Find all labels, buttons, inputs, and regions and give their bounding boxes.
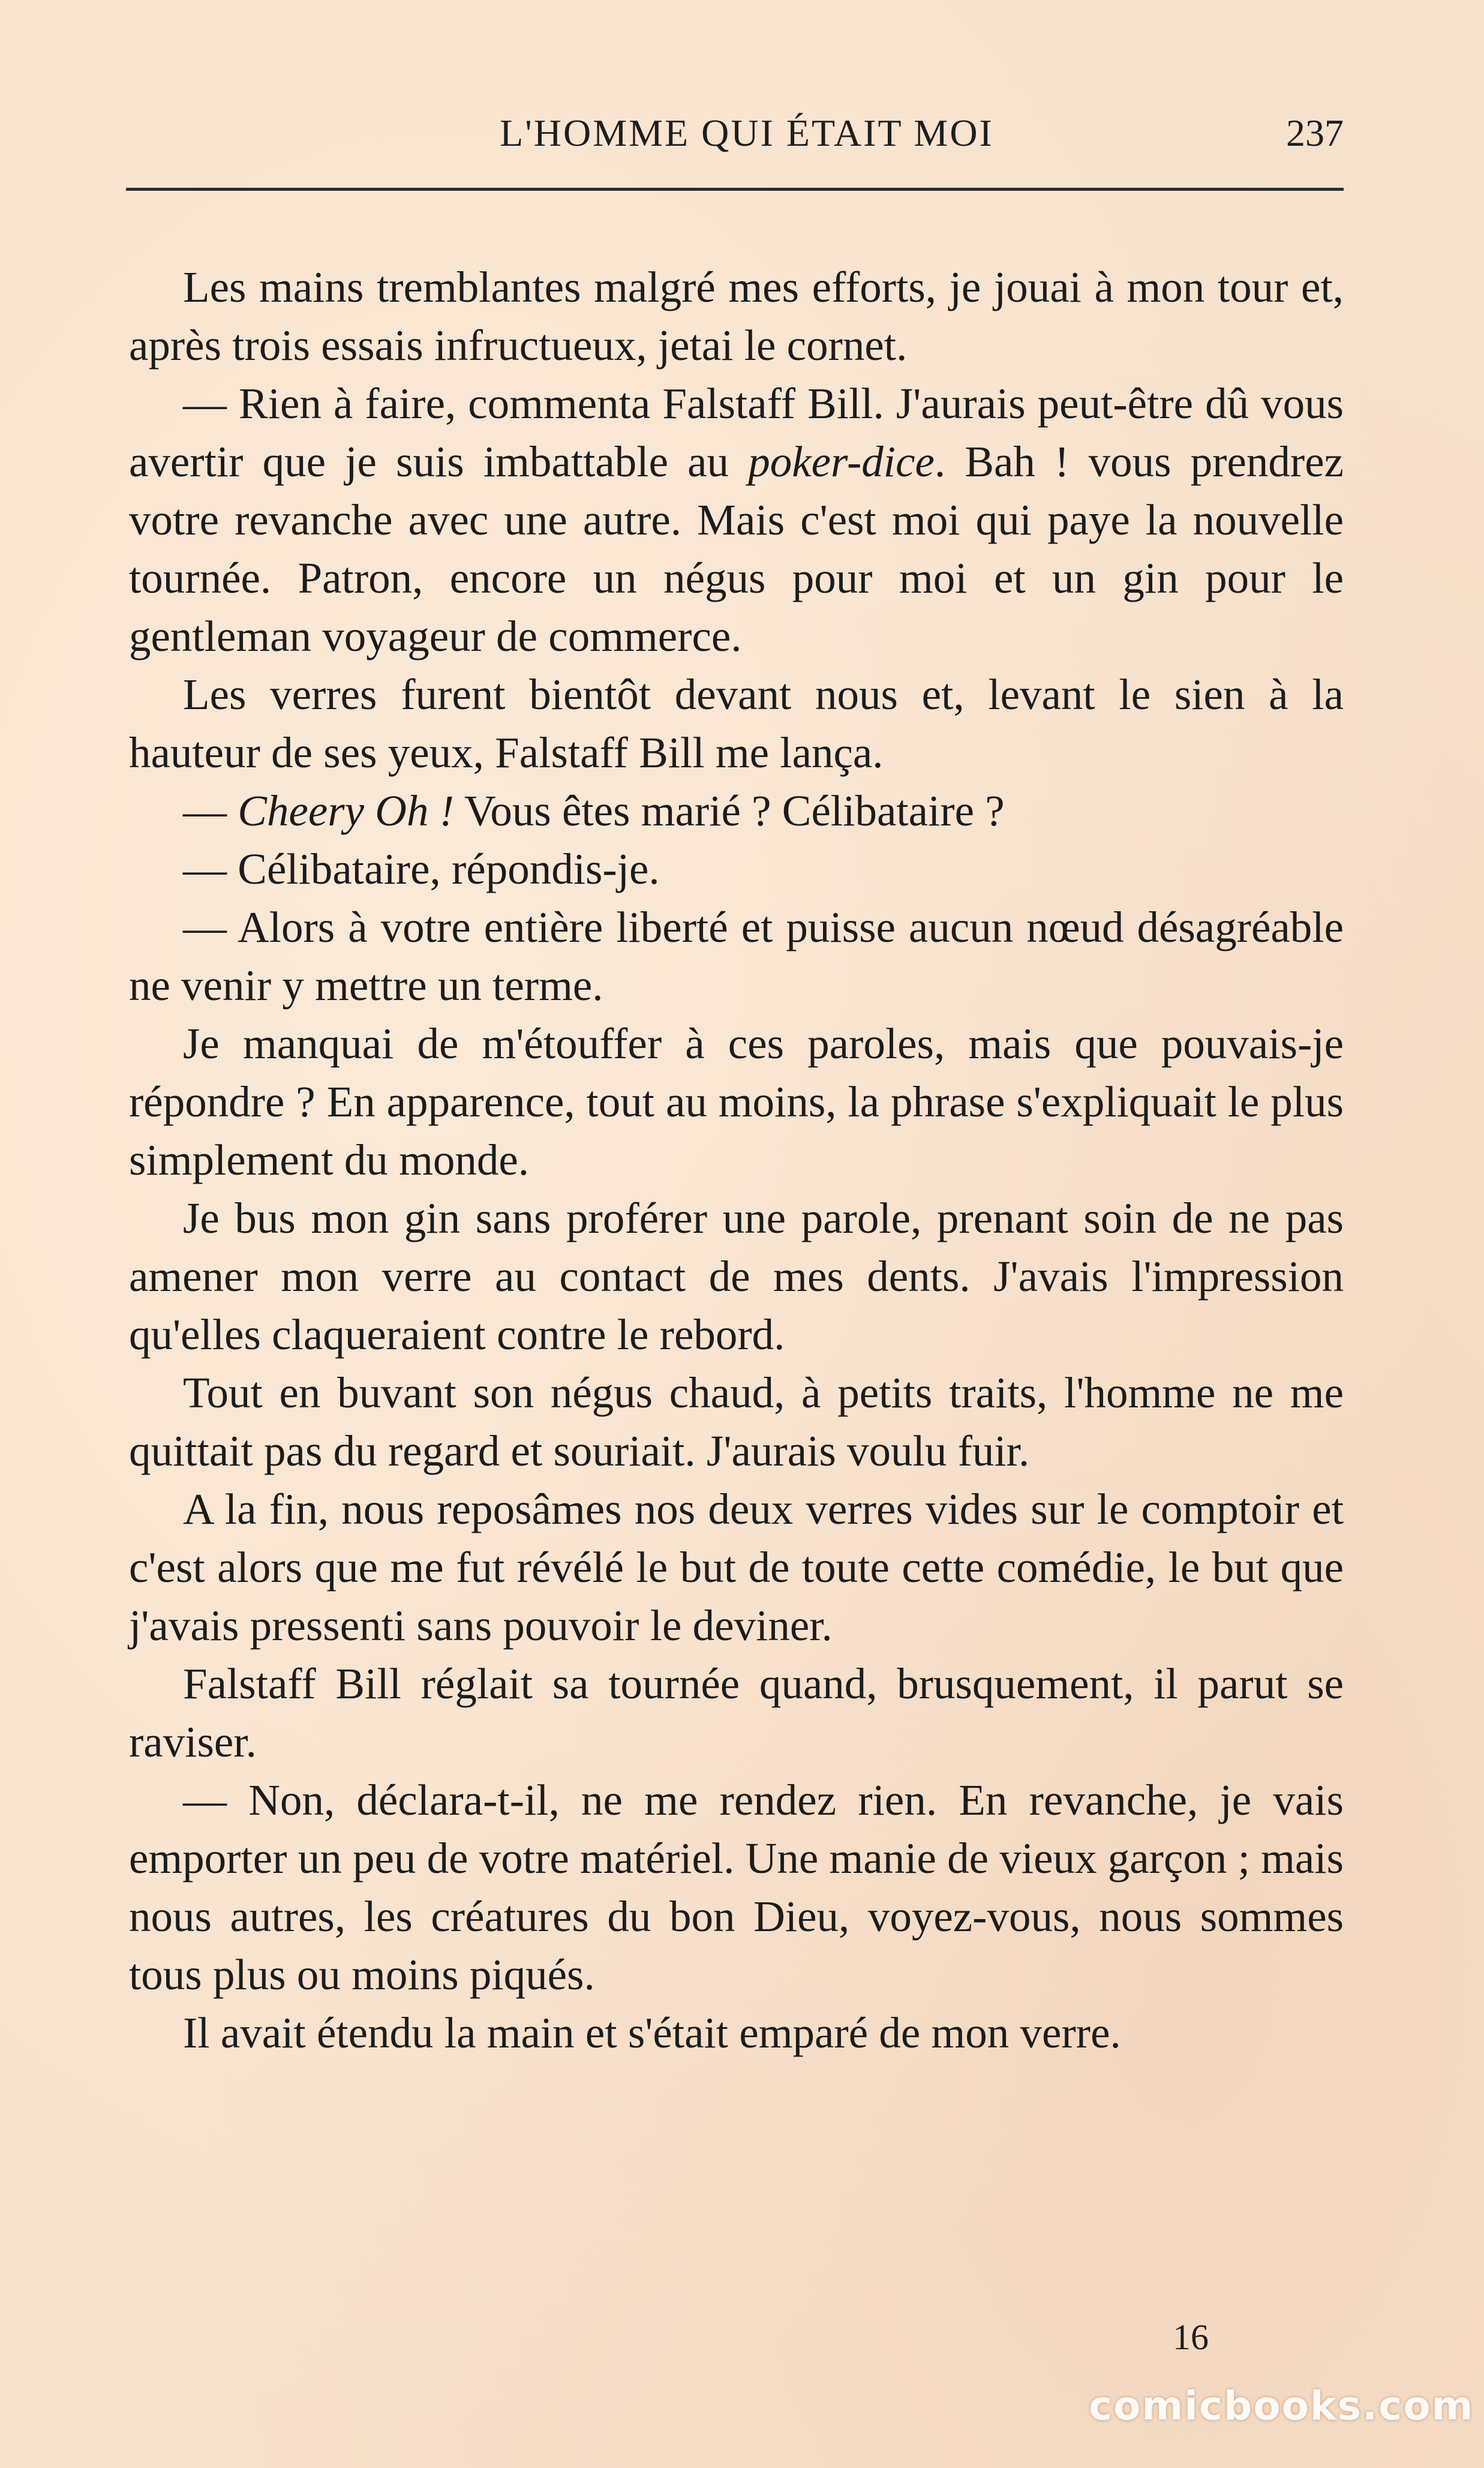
paragraph: Falstaff Bill réglait sa tournée quand, brusquement, il parut se raviser. xyxy=(129,1659,1344,1766)
italic-phrase: poker-dice xyxy=(748,437,935,486)
paragraph: Je bus mon gin sans proférer une parole, prenant soin de ne pas amener mon verre au contact de mes dents. J'avais l'impression qu'elles claqueraient contre le rebord. xyxy=(129,1194,1344,1359)
italic-phrase: Cheery Oh ! xyxy=(238,786,455,835)
paragraph: — Célibataire, répondis-je. xyxy=(183,845,660,893)
paragraph: Les verres furent bientôt devant nous et, levant le sien à la hauteur de ses yeux, Falstaff Bill me lança. xyxy=(129,670,1344,777)
paragraph: Il avait étendu la main et s'était emparé de mon verre. xyxy=(183,2008,1121,2057)
header-rule xyxy=(126,188,1344,191)
paragraph: Je manquai de m'étouffer à ces paroles, mais que pouvais-je répondre ? En apparence, tout au moins, la phrase s'expliquait le plus simplement du monde. xyxy=(129,1019,1344,1184)
paragraph: Tout en buvant son négus chaud, à petits traits, l'homme ne me quittait pas du regard et souriait. J'aurais voulu fuir. xyxy=(129,1368,1344,1475)
paragraph: — Alors à votre entière liberté et puisse aucun nœud désagréable ne venir y mettre un terme. xyxy=(129,903,1344,1010)
watermark: comicbooks.com xyxy=(1089,2383,1474,2429)
paragraph: A la fin, nous reposâmes nos deux verres vides sur le comptoir et c'est alors que me fut révélé le but de toute cette comédie, le but que j'avais pressenti sans pouvoir le deviner. xyxy=(129,1485,1344,1650)
page-number: 237 xyxy=(1286,112,1344,154)
signature-mark: 16 xyxy=(1173,2317,1209,2357)
running-title: L'HOMME QUI ÉTAIT MOI xyxy=(500,112,994,154)
paragraph: — Non, déclara-t-il, ne me rendez rien. En revanche, je vais emporter un peu de votre matériel. Une manie de vieux garçon ; mais nous autres, les créatures du bon Dieu, voyez-vous, nous sommes tous plus ou moins piqués. xyxy=(129,1776,1344,1999)
paragraph: — Rien à faire, commenta Falstaff Bill. J'aurais peut-être dû vous avertir que je suis imbattable au poker-dice. Bah ! vous prendrez votre revanche avec une autre. Mais c'est moi qui paye la nouvelle tournée. Patron, encore un négus pour moi et un gin pour le gentleman voyageur de commerce. xyxy=(129,379,1344,660)
paragraph: Les mains tremblantes malgré mes efforts, je jouai à mon tour et, après trois essais infructueux, jetai le cornet. xyxy=(129,263,1344,370)
running-head xyxy=(126,111,1344,159)
body-text xyxy=(129,258,1344,2062)
paragraph: — Cheery Oh ! Vous êtes marié ? Célibataire ? xyxy=(183,786,1005,835)
